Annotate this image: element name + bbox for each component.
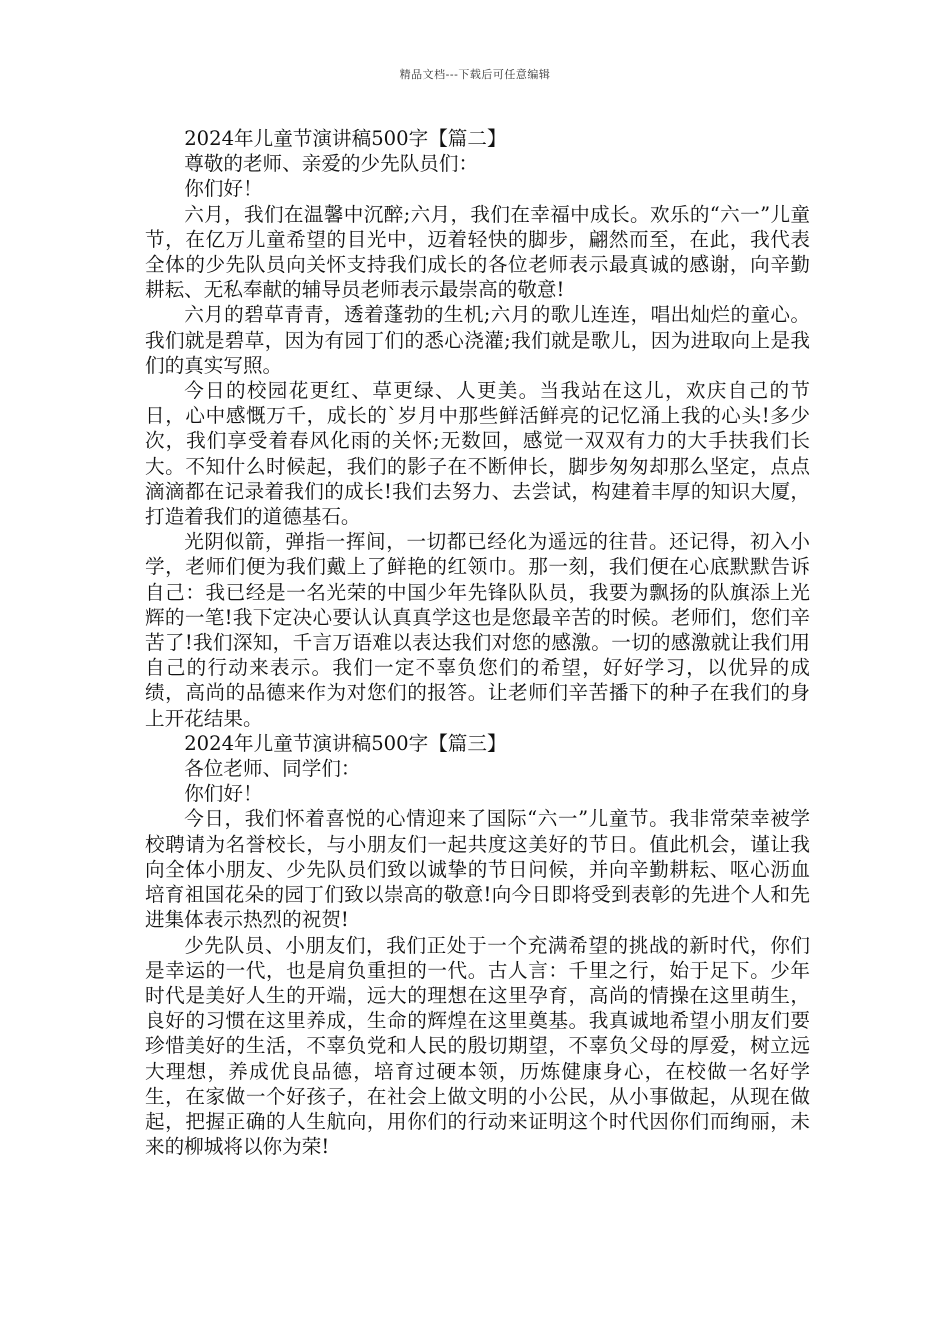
paragraph: 今日，我们怀着喜悦的心情迎来了国际“六一”儿童节。我非常荣幸被学校聘请为名誉校长，与小朋友们一起共度这美好的节日。值此机会，谨让我向全体小朋友、少先队员们致以诚挚的节日问候，并向辛勤耕耘、呕心沥血培育祖国花朵的园丁们致以崇高的敬意!向今日即将受到表彰的先进个人和先进集体表示热烈的祝贺! [145, 807, 810, 932]
greeting: 你们好！ [184, 177, 263, 201]
greeting: 你们好！ [184, 782, 263, 806]
salutation: 尊敬的老师、亲爱的少先队员们： [184, 152, 479, 176]
paragraph: 光阴似箭，弹指一挥间，一切都已经化为遥远的往昔。还记得，初入小学，老师们便为我们戴上了鲜艳的红领巾。那一刻，我们便在心底默默告诉自己：我已经是一名光荣的中国少年先锋队队员，我要为飘扬的队旗添上光辉的一笔!我下定决心要认认真真学这也是您最辛苦的时候。老师们，您们辛苦了!我们深知，千言万语难以表达我们对您的感激。一切的感激就让我们用自己的行动来表示。我们一定不辜负您们的希望，好好学习，以优异的成绩，高尚的品德来作为对您们的报答。让老师们辛苦播下的种子在我们的身上开花结果。 [145, 530, 810, 730]
document-body [145, 126, 810, 1159]
paragraph: 六月，我们在温馨中沉醉;六月，我们在幸福中成长。欢乐的“六一”儿童节，在亿万儿童希望的目光中，迈着轻快的脚步，翩然而至，在此，我代表全体的少先队员向关怀支持我们成长的各位老师表示最真诚的感谢，向辛勤耕耘、无私奉献的辅导员老师表示最崇高的敬意! [145, 202, 810, 302]
paragraph: 今日的校园花更红、草更绿、人更美。当我站在这儿，欢庆自己的节日，心中感慨万千，成长的`岁月中那些鲜活鲜亮的记忆涌上我的心头!多少次，我们享受着春风化雨的关怀;无数回，感觉一双双有力的大手扶我们长大。不知什么时候起，我们的影子在不断伸长，脚步匆匆却那么坚定，点点滴滴都在记录着我们的成长!我们去努力、去尝试，构建着丰厚的知识大厦，打造着我们的道德基石。 [145, 379, 810, 529]
section-title: 2024年儿童节演讲稿500字【篇二】 [184, 127, 507, 150]
salutation: 各位老师、同学们： [184, 757, 361, 781]
page-header: 精品文档---下载后可任意编辑 [399, 68, 551, 81]
section-title: 2024年儿童节演讲稿500字【篇三】 [184, 731, 507, 755]
paragraph: 六月的碧草青青，透着蓬勃的生机;六月的歌儿连连，唱出灿烂的童心。我们就是碧草，因为有园丁们的悉心浇灌;我们就是歌儿，因为进取向上是我们的真实写照。 [145, 303, 810, 377]
paragraph: 少先队员、小朋友们，我们正处于一个充满希望的挑战的新时代，你们是幸运的一代，也是肩负重担的一代。古人言：千里之行，始于足下。少年时代是美好人生的开端，远大的理想在这里孕育，高尚的情操在这里萌生，良好的习惯在这里养成，生命的辉煌在这里奠基。我真诚地希望小朋友们要珍惜美好的生活，不辜负党和人民的殷切期望，不辜负父母的厚爱，树立远大理想，养成优良品德，培育过硬本领，历炼健康身心，在校做一名好学生，在家做一个好孩子，在社会上做文明的小公民，从小事做起，从现在做起，把握正确的人生航向，用你们的行动来证明这个时代因你们而绚丽，未来的柳城将以你为荣! [145, 933, 810, 1159]
